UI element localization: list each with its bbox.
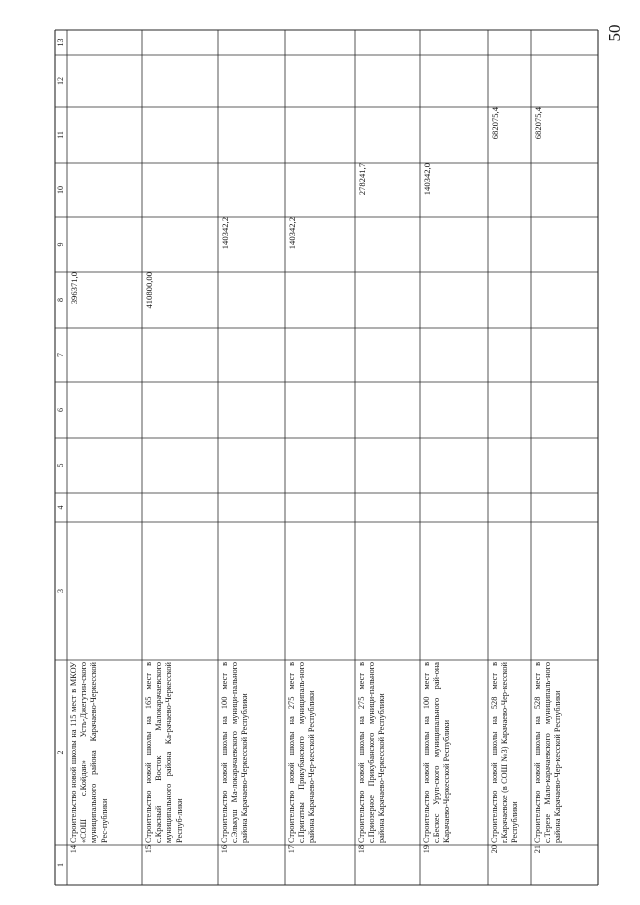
row-number: 16 <box>220 845 229 854</box>
funding-value: 140342,2 <box>220 217 230 250</box>
column-number: 6 <box>56 408 65 412</box>
project-name: Строительство новой школы на 100 мест в с.Бескес Уруп-ского муниципального рай-она Карачаево-Черкесской Республики <box>422 662 452 843</box>
column-number: 10 <box>56 186 65 194</box>
funding-value: 682075,4 <box>533 107 543 140</box>
project-name: Строительство новой школы на 100 мест в с.Элькуш Ма-локарачаевского муници-пального района Карачаево-Черкесской Республики <box>220 662 250 843</box>
funding-value: 396371,0 <box>69 272 79 305</box>
column-number: 1 <box>56 863 65 867</box>
column-number: 2 <box>56 750 65 755</box>
funding-value: 410800,00 <box>144 272 154 309</box>
funding-value: 140342,0 <box>422 163 432 196</box>
row-number: 20 <box>490 845 499 854</box>
row-number: 15 <box>144 845 153 854</box>
column-number: 8 <box>56 298 65 302</box>
column-number: 7 <box>56 353 65 357</box>
project-name: Строительство новой школы на 115 мест в МКОУ «СОШ с.Койдан» Усть-Джегутин-ского муниципального района Карачаево-Черкесской Рес-публики <box>69 662 109 843</box>
funding-value: 278241,7 <box>357 163 367 196</box>
project-name: Строительство новой школы на 528 мест в г.Карачаевске (в СОШ №3) Карачаево-Чер-кесской Республики <box>490 662 520 843</box>
column-number: 9 <box>56 242 65 247</box>
column-number: 3 <box>56 589 65 593</box>
column-number: 12 <box>56 77 65 85</box>
row-number: 17 <box>287 845 296 854</box>
column-number: 4 <box>56 505 65 510</box>
row-number: 14 <box>69 845 78 854</box>
project-name: Строительство новой школы на 275 мест в с.Приозерное Прикубанского муници-пального района Карачаево-Черкесской Республики <box>357 662 387 843</box>
project-name: Строительство новой школы на 528 мест в с.Терезе Мало-карачаевского муниципаль-ного района Карачаево-Чер-кесской Республики <box>533 662 563 843</box>
column-number: 11 <box>56 131 65 139</box>
column-number: 13 <box>56 38 65 47</box>
row-number: 18 <box>357 845 366 854</box>
row-number: 19 <box>422 845 431 854</box>
row-number: 21 <box>533 845 542 854</box>
project-name: Строительство новой школы на 165 мест в с.Красный Восток Малокарачаевского муниципального района Ка-рачаево-Черкесской Респуб-лики <box>144 662 184 843</box>
page-number: 50 <box>605 24 624 42</box>
funding-value: 682075,4 <box>490 107 500 140</box>
project-name: Строительство новой школы на 275 мест в с.Пригатны Прикубанского муниципаль-ного района Карачаево-Чер-кесской Республики <box>287 662 317 843</box>
column-number: 5 <box>56 463 65 468</box>
funding-value: 140342,2 <box>287 217 297 250</box>
